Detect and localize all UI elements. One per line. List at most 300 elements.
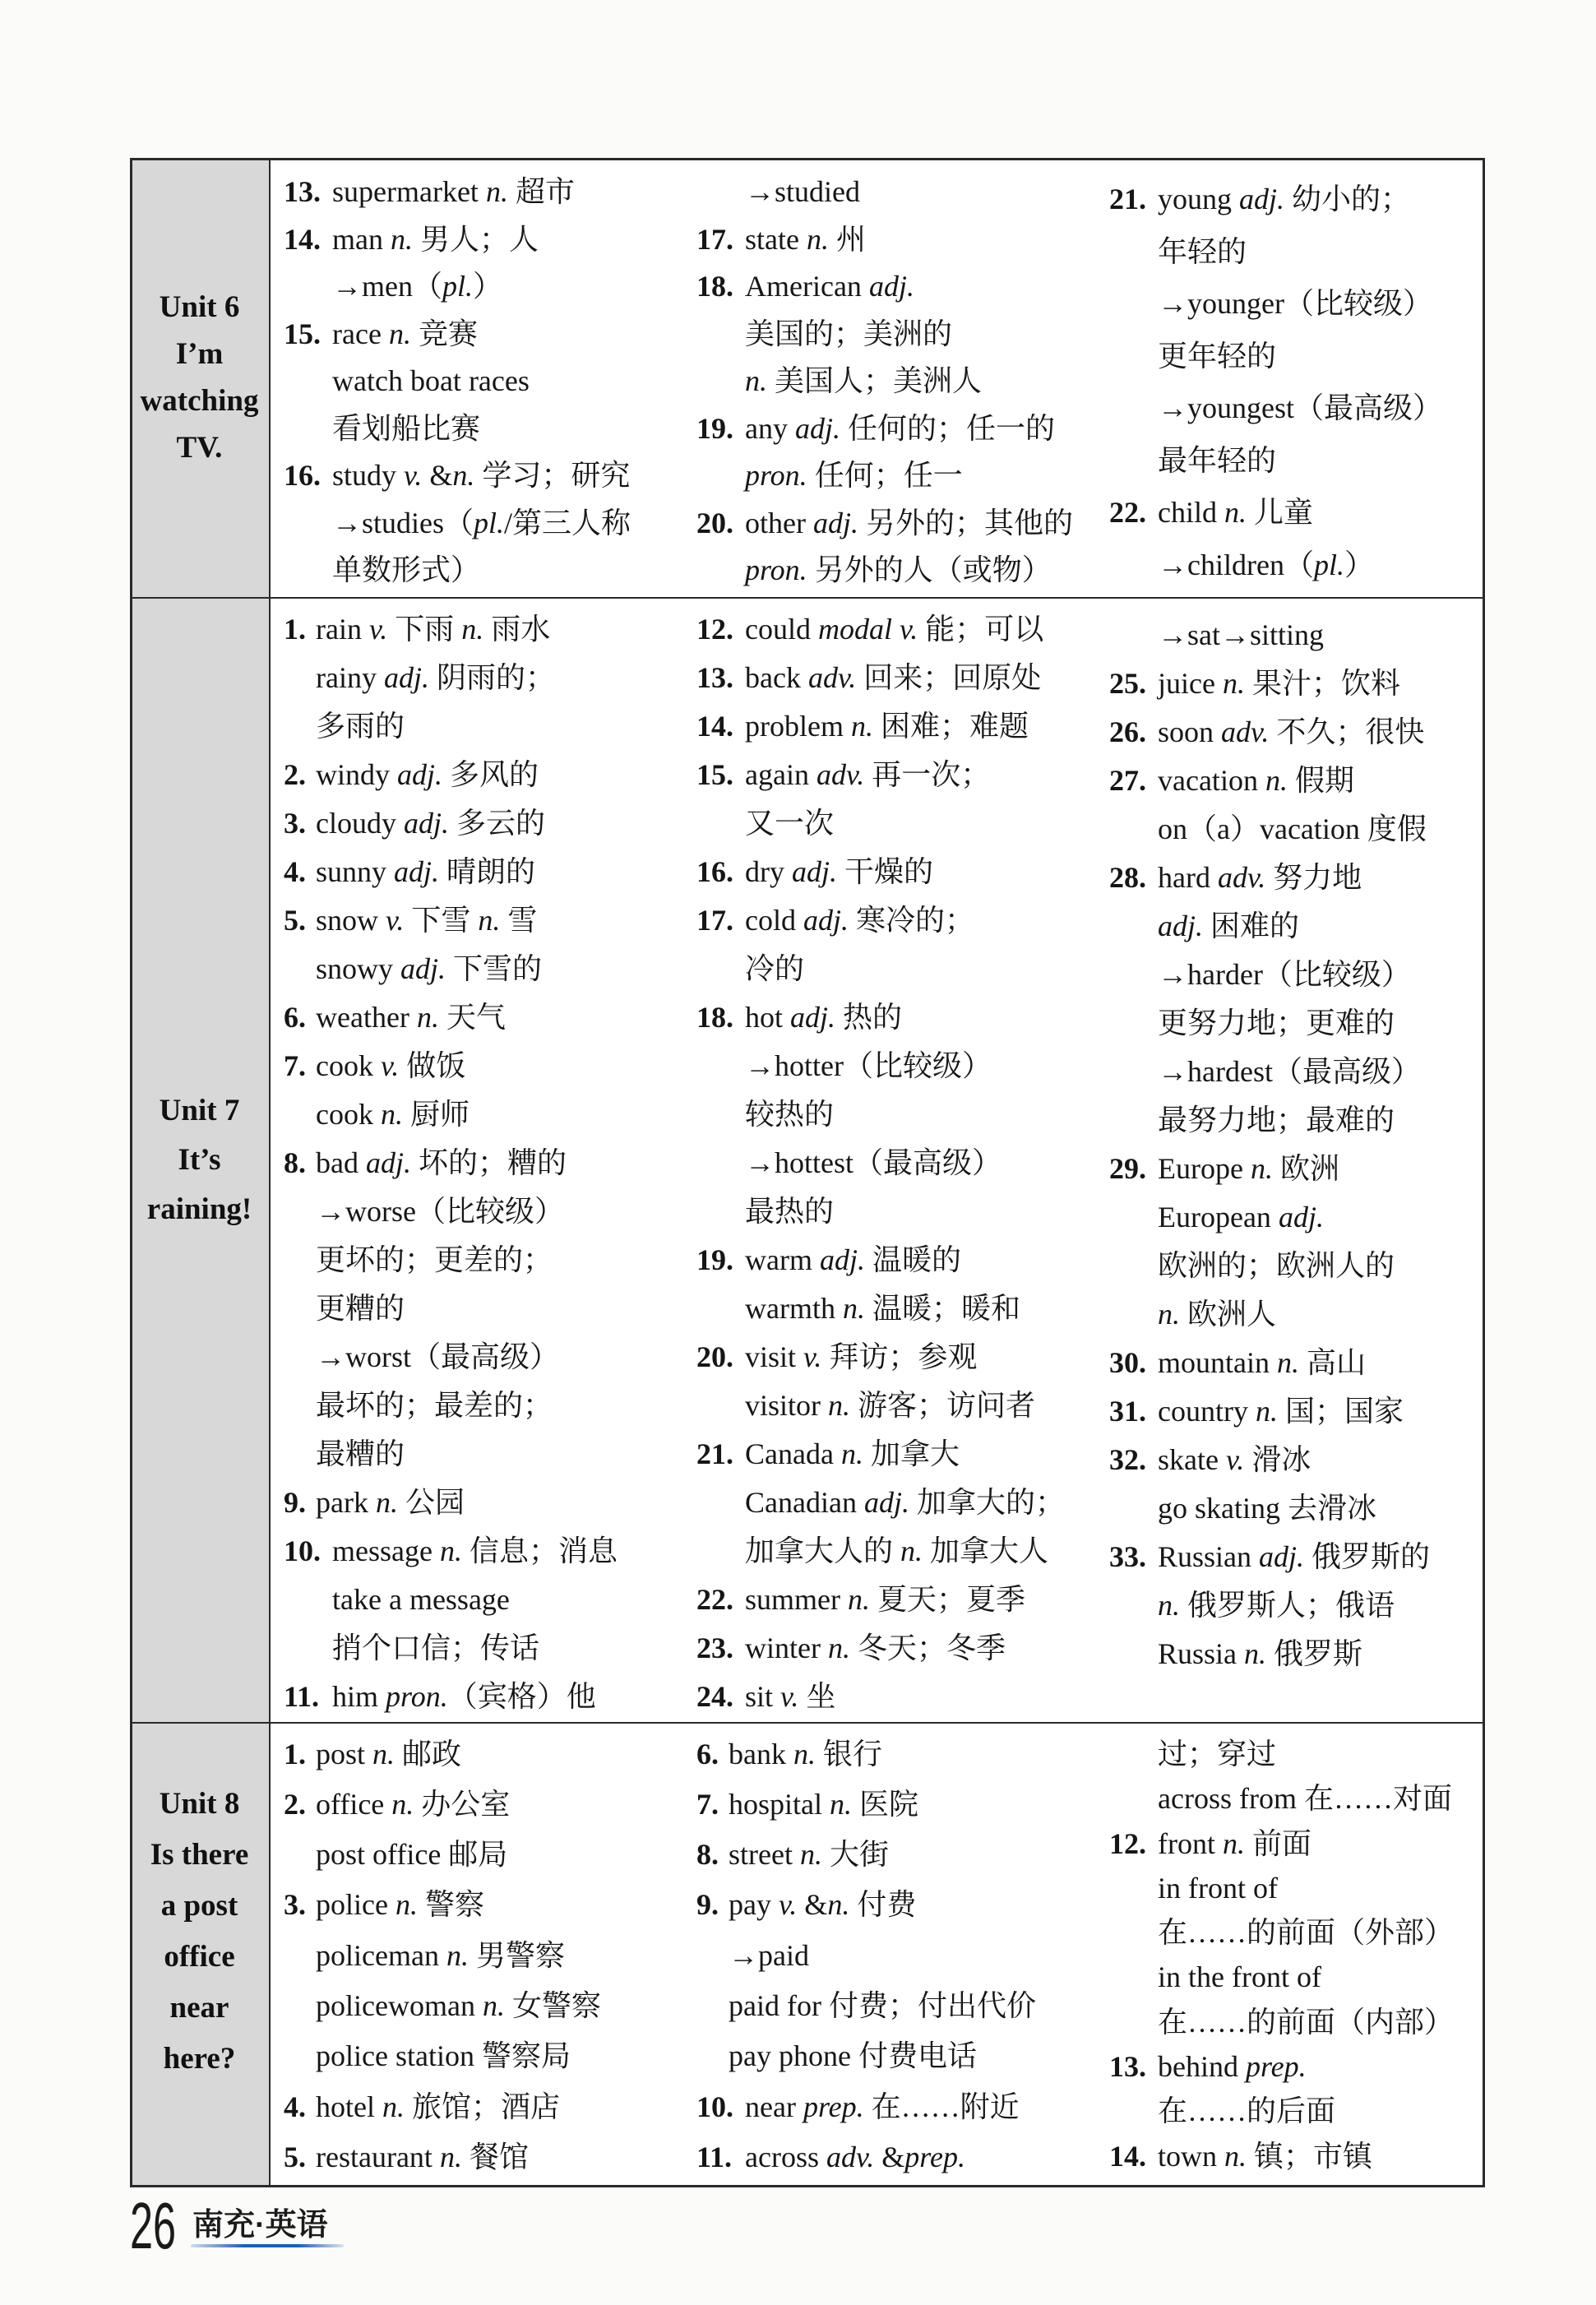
vocab-entry-19 xyxy=(696,405,1103,500)
vocabulary-table xyxy=(130,158,1485,2187)
part-of-speech: pron. xyxy=(386,1680,448,1713)
part-of-speech: n. xyxy=(439,2140,462,2173)
part-of-speech: n. xyxy=(439,1534,462,1567)
part-of-speech: adj. xyxy=(1158,910,1204,942)
entry-text: 俄罗斯人；俄语 xyxy=(1180,1589,1395,1622)
vocab-entry-24 xyxy=(696,1673,1103,1721)
entry-text: 最坏的；最差的； xyxy=(316,1389,553,1422)
entry-text: 欧洲人 xyxy=(1180,1298,1277,1331)
part-of-speech: n. xyxy=(850,710,873,743)
entry-number: 24. xyxy=(696,1680,733,1713)
entry-text: 拜访；参观 xyxy=(821,1340,978,1373)
vocab-entry-1 xyxy=(284,1729,691,1780)
entry-text: across from 在……对面 xyxy=(1158,1782,1452,1816)
entry-text: →sat→sitting xyxy=(1158,618,1325,651)
entry-number: 14. xyxy=(284,222,321,256)
entry-lines xyxy=(1158,487,1374,591)
entry-text: 厨师 xyxy=(402,1098,470,1131)
vocab-entry-14 xyxy=(284,216,691,311)
vocab-entry-4 xyxy=(284,848,691,896)
entry-text: 不久；很快 xyxy=(1269,715,1425,748)
entry-text: 在……的前面（内部） xyxy=(1158,2005,1455,2039)
part-of-speech: n. xyxy=(806,222,829,256)
part-of-speech: n. xyxy=(388,317,411,350)
part-of-speech: prep. xyxy=(904,2140,965,2173)
entry-lines xyxy=(332,311,530,453)
book-title: 南充·英语 xyxy=(192,2208,328,2243)
part-of-speech: adv. xyxy=(1217,861,1266,894)
entry-line xyxy=(1158,1821,1454,1866)
entry-line xyxy=(1158,435,1442,488)
entry-text: hot xyxy=(745,1001,791,1034)
entry-text: country xyxy=(1158,1395,1256,1428)
vocab-entry-7 xyxy=(284,1042,691,1139)
entry-line xyxy=(729,1830,889,1880)
entry-number: 2. xyxy=(284,758,306,791)
vocab-entry-27 xyxy=(1109,757,1479,854)
entry-lines xyxy=(316,605,555,751)
entry-number: 31. xyxy=(1109,1395,1146,1428)
entry-text: rain xyxy=(316,613,369,646)
entry-text: post xyxy=(316,1737,373,1770)
entry-text: 大街 xyxy=(821,1838,889,1872)
entry-text: policewoman xyxy=(316,1988,483,2022)
part-of-speech: n. xyxy=(1158,1298,1180,1331)
entry-line xyxy=(729,2031,1036,2081)
entry-number: 6. xyxy=(696,1737,719,1770)
entry-line xyxy=(332,547,631,595)
entry-line xyxy=(1158,174,1442,226)
unit-7-label xyxy=(130,599,271,1722)
part-of-speech: adj. xyxy=(794,411,840,445)
entry-text: again xyxy=(745,758,817,791)
entry-line xyxy=(1158,1732,1452,1776)
entry-lines xyxy=(332,1673,596,1721)
vocab-entry-22 xyxy=(1109,487,1479,591)
entry-lines xyxy=(1158,1533,1430,1678)
entry-line xyxy=(1158,539,1374,592)
unit-6-column-2 xyxy=(696,158,1103,595)
entry-number: 7. xyxy=(696,1787,719,1821)
part-of-speech: n. xyxy=(842,1292,865,1325)
part-of-speech: adj. xyxy=(790,1001,836,1034)
entry-number: 11. xyxy=(284,1680,320,1713)
entry-text: 俄罗斯的 xyxy=(1304,1540,1431,1573)
entry-line xyxy=(1158,1436,1376,1484)
entry-number: 14. xyxy=(696,710,733,743)
entry-line xyxy=(316,945,542,993)
entry-text: 最糟的 xyxy=(316,1437,405,1470)
vocab-entry-12 xyxy=(1109,1821,1479,2044)
entry-lines xyxy=(745,1430,1065,1576)
entry-number: 21. xyxy=(696,1437,733,1470)
entry-text: →harder（比较级） xyxy=(1158,958,1411,991)
part-of-speech: n. xyxy=(793,1737,816,1770)
entry-text: 再一次； xyxy=(864,758,991,791)
entry-lines xyxy=(745,605,1043,654)
entry-line xyxy=(316,2082,560,2132)
entry-line xyxy=(1158,999,1421,1048)
entry-line xyxy=(745,1139,1002,1187)
entry-text: 竞赛 xyxy=(410,317,478,350)
entry-text: 公园 xyxy=(397,1486,465,1519)
entry-lines xyxy=(745,169,860,216)
unit-8-column-1 xyxy=(284,1724,691,2182)
entry-text: 多风的 xyxy=(442,758,539,791)
part-of-speech: v. xyxy=(404,459,423,492)
entry-text: warmth xyxy=(745,1292,843,1325)
entry-text: 另外的；其他的 xyxy=(858,506,1073,539)
entry-number: 10. xyxy=(284,1534,321,1567)
entry-line xyxy=(332,1576,618,1624)
entry-text: 热的 xyxy=(835,1001,903,1034)
entry-text: 干燥的 xyxy=(837,855,934,888)
entry-line xyxy=(332,1624,618,1673)
entry-text: 美国人；美洲人 xyxy=(767,364,983,397)
entry-lines xyxy=(332,216,539,311)
entry-text: 又一次 xyxy=(745,807,835,840)
entry-text: 前面 xyxy=(1244,1826,1311,1860)
entry-text: police xyxy=(316,1888,396,1922)
entry-line xyxy=(316,1139,567,1187)
entry-text: hospital xyxy=(729,1787,830,1821)
entry-lines xyxy=(1158,1732,1452,1821)
vocab-entry-3 xyxy=(284,1880,691,2081)
entry-lines xyxy=(729,1880,1036,2081)
entry-text: 困难的 xyxy=(1203,910,1300,942)
entry-text: 游客；访问者 xyxy=(850,1389,1036,1422)
entry-line xyxy=(1158,951,1421,999)
entry-text: 更坏的；更差的； xyxy=(316,1243,553,1276)
entry-lines xyxy=(745,1333,1035,1430)
entry-text: 办公室 xyxy=(414,1787,511,1821)
entry-line xyxy=(745,500,1073,548)
entry-line xyxy=(1158,1387,1404,1436)
entry-text: 滑冰 xyxy=(1244,1443,1311,1476)
entry-text: 下雪 xyxy=(404,904,479,937)
entry-text: study xyxy=(332,459,405,492)
unit-label-line: TV. xyxy=(176,431,223,465)
entry-line xyxy=(745,1333,1035,1382)
vocab-entry-continued xyxy=(1109,611,1479,660)
entry-text: →paid xyxy=(729,1938,809,1972)
entry-line xyxy=(316,1729,461,1780)
entry-line xyxy=(316,702,555,751)
vocab-entry-2 xyxy=(284,751,691,799)
entry-lines xyxy=(1158,1145,1395,1339)
entry-line xyxy=(1158,1581,1430,1630)
unit-8-column-2 xyxy=(696,1724,1103,2182)
part-of-speech: adv. xyxy=(826,2140,875,2173)
vocab-entry-19 xyxy=(696,1236,1103,1333)
part-of-speech: adj. xyxy=(1259,1540,1305,1573)
entry-text: ） xyxy=(473,270,503,303)
entry-line xyxy=(316,605,555,654)
entry-line xyxy=(1158,1048,1421,1096)
entry-text: winter xyxy=(745,1632,828,1664)
part-of-speech: v. xyxy=(1225,1443,1245,1476)
entry-lines xyxy=(745,1673,835,1721)
entry-lines xyxy=(729,1780,918,1830)
entry-text: 能；可以 xyxy=(918,613,1044,646)
entry-text: →younger（比较级） xyxy=(1158,287,1432,320)
part-of-speech: n. xyxy=(390,222,413,256)
entry-line xyxy=(1158,1955,1454,1999)
part-of-speech: adj. xyxy=(383,661,429,694)
entry-line xyxy=(745,1382,1035,1430)
entry-text: bank xyxy=(729,1737,793,1770)
entry-number: 22. xyxy=(696,1583,733,1616)
entry-text: 邮政 xyxy=(395,1737,462,1770)
part-of-speech: modal v. xyxy=(817,613,918,646)
entry-text: 夏天；夏季 xyxy=(869,1583,1025,1616)
vocab-entry-10 xyxy=(696,2082,1103,2132)
entry-text: 雨水 xyxy=(483,613,551,646)
entry-line xyxy=(1158,805,1427,854)
entry-line xyxy=(729,1780,918,1830)
entry-text: 旅馆；酒店 xyxy=(404,2090,560,2123)
vocab-entry-10 xyxy=(284,1527,691,1673)
unit-7-column-1 xyxy=(284,599,691,1721)
entry-line xyxy=(745,702,1029,751)
part-of-speech: n. xyxy=(382,2090,405,2123)
entry-line xyxy=(745,993,1002,1042)
part-of-speech: pl. xyxy=(442,270,473,303)
unit-label-line: Is there xyxy=(150,1838,249,1872)
vocab-entry-6 xyxy=(284,993,691,1042)
entry-text: 任何；任一 xyxy=(807,459,963,492)
entry-line xyxy=(1158,1193,1395,1242)
entry-lines xyxy=(745,1576,1025,1624)
entry-text: go skating 去滑冰 xyxy=(1158,1492,1376,1525)
entry-lines xyxy=(1158,2044,1335,2134)
entry-text: vacation xyxy=(1158,764,1265,797)
vocab-entry-2 xyxy=(284,1780,691,1881)
entry-text: cloudy xyxy=(316,807,404,840)
entry-lines xyxy=(745,2082,1020,2132)
part-of-speech: v. xyxy=(368,613,388,646)
part-of-speech: v. xyxy=(380,1049,400,1082)
part-of-speech: n. xyxy=(1244,1637,1267,1670)
entry-line xyxy=(316,2132,529,2182)
entry-line xyxy=(1158,1533,1430,1581)
entry-number: 3. xyxy=(284,807,306,840)
entry-line xyxy=(332,500,631,548)
vocab-entry-8 xyxy=(284,1139,691,1479)
unit-label-line: Unit 6 xyxy=(159,290,240,324)
entry-number: 30. xyxy=(1109,1346,1146,1379)
entry-text: 欧洲的；欧洲人的 xyxy=(1158,1249,1395,1282)
entry-text: behind xyxy=(1158,2050,1246,2084)
entry-text: 下雪的 xyxy=(446,952,543,985)
part-of-speech: prep. xyxy=(1245,2050,1307,2084)
entry-lines xyxy=(332,169,575,216)
entry-text: hotel xyxy=(316,2090,382,2123)
part-of-speech: adv. xyxy=(807,661,857,694)
vocab-entry-continued xyxy=(696,169,1103,216)
unit-7-column-3 xyxy=(1109,599,1479,1678)
entry-line xyxy=(745,452,1055,500)
part-of-speech: adj. xyxy=(397,758,443,791)
entry-line xyxy=(745,169,860,216)
entry-text: 过；穿过 xyxy=(1158,1738,1277,1770)
entry-text: police station 警察局 xyxy=(316,2039,571,2073)
entry-lines xyxy=(332,452,631,595)
part-of-speech: n. xyxy=(485,175,508,208)
entry-line xyxy=(1158,1776,1452,1821)
entry-text: 雪 xyxy=(500,904,538,937)
entry-line xyxy=(316,1333,567,1382)
vocab-entry-14 xyxy=(696,702,1103,751)
entry-text: 儿童 xyxy=(1246,496,1313,529)
entry-line xyxy=(745,1284,1020,1333)
entry-text: 更糟的 xyxy=(316,1292,405,1325)
entry-line xyxy=(745,1673,835,1721)
vocab-entry-18 xyxy=(696,993,1103,1236)
entry-text: 女警察 xyxy=(504,1988,601,2022)
entry-number: 14. xyxy=(1109,2139,1146,2173)
entry-lines xyxy=(316,1729,461,1780)
entry-line xyxy=(1158,382,1442,435)
entry-text: European xyxy=(1158,1201,1279,1233)
entry-number: 27. xyxy=(1109,764,1146,797)
entry-text: →men（ xyxy=(332,270,442,303)
entry-text: 冷的 xyxy=(745,952,805,985)
entry-line xyxy=(1158,757,1427,805)
vocab-entry-3 xyxy=(284,799,691,848)
entry-number: 7. xyxy=(284,1049,306,1082)
entry-line xyxy=(332,1673,596,1721)
entry-number: 17. xyxy=(696,904,733,937)
entry-text: 加拿大人 xyxy=(923,1534,1049,1567)
entry-lines xyxy=(745,848,933,896)
entry-text: 银行 xyxy=(815,1737,882,1770)
entry-line xyxy=(745,1430,1065,1479)
entry-line xyxy=(745,799,990,848)
entry-text: snow xyxy=(316,904,386,937)
part-of-speech: v. xyxy=(386,904,405,937)
entry-text: in front of xyxy=(1158,1871,1278,1905)
entry-line xyxy=(1158,902,1421,951)
part-of-speech: n. xyxy=(1276,1346,1299,1379)
entry-lines xyxy=(745,654,1041,702)
entry-text: juice xyxy=(1158,667,1223,700)
entry-text: take a message xyxy=(332,1583,510,1616)
entry-number: 11. xyxy=(696,2140,733,2173)
part-of-speech: n. xyxy=(1224,2139,1247,2173)
entry-text: 欧洲 xyxy=(1272,1152,1339,1185)
entry-lines xyxy=(316,799,545,848)
entry-line xyxy=(745,896,974,945)
part-of-speech: n. xyxy=(799,1838,822,1872)
part-of-speech: adj. xyxy=(1239,183,1285,215)
entry-number: 25. xyxy=(1109,667,1146,700)
entry-lines xyxy=(316,896,542,993)
vocab-entry-21 xyxy=(1109,174,1479,487)
vocab-entry-continued xyxy=(1109,1732,1479,1821)
entry-text: ） xyxy=(1344,548,1374,581)
entry-line xyxy=(332,1527,618,1576)
part-of-speech: v. xyxy=(803,1340,822,1373)
entry-line xyxy=(1158,854,1421,902)
entry-text: hard xyxy=(1158,861,1218,894)
vocab-entry-30 xyxy=(1109,1339,1479,1387)
vocab-entry-5 xyxy=(284,896,691,993)
part-of-speech: adv. xyxy=(1221,715,1270,748)
entry-line xyxy=(745,263,982,311)
part-of-speech: adj. xyxy=(812,506,858,539)
entry-line xyxy=(745,311,982,359)
entry-line xyxy=(1158,2089,1335,2133)
vocab-entry-9 xyxy=(696,1880,1103,2081)
entry-lines xyxy=(1158,174,1442,487)
part-of-speech: n. xyxy=(1265,764,1288,797)
entry-lines xyxy=(316,993,506,1042)
entry-line xyxy=(316,751,539,799)
part-of-speech: n. xyxy=(1224,496,1247,529)
entry-line xyxy=(745,848,933,896)
entry-line xyxy=(332,169,575,216)
entry-text: 回来；回原处 xyxy=(856,661,1042,694)
entry-line xyxy=(745,2082,1020,2132)
entry-text: dry xyxy=(745,855,792,888)
entry-lines xyxy=(316,751,539,799)
entry-lines xyxy=(745,993,1002,1236)
entry-number: 29. xyxy=(1109,1152,1146,1185)
vocab-entry-17 xyxy=(696,216,1103,264)
vocab-entry-25 xyxy=(1109,660,1479,708)
entry-lines xyxy=(745,702,1029,751)
entry-text: sunny xyxy=(316,855,395,888)
entry-lines xyxy=(745,1624,1006,1673)
part-of-speech: n. xyxy=(745,364,767,397)
unit-label-line: office xyxy=(164,1940,235,1974)
unit-label-line: near xyxy=(169,1991,229,2025)
entry-line xyxy=(745,2132,965,2182)
entry-text: street xyxy=(729,1838,800,1872)
vocab-entry-17 xyxy=(696,896,1103,993)
entry-lines xyxy=(1158,1339,1366,1387)
entry-text: young xyxy=(1158,183,1239,215)
entry-text: on（a）vacation 度假 xyxy=(1158,812,1427,845)
part-of-speech: n. xyxy=(827,1888,850,1922)
part-of-speech: n. xyxy=(828,1389,851,1422)
part-of-speech: n. xyxy=(830,1787,852,1821)
part-of-speech: pl. xyxy=(1313,548,1344,581)
entry-text: watch boat races xyxy=(332,364,530,397)
entry-text: 果汁；饮料 xyxy=(1244,667,1400,700)
entry-text: 加拿大人的 xyxy=(745,1534,901,1567)
entry-line xyxy=(1158,2000,1454,2044)
entry-text: could xyxy=(745,613,818,646)
entry-number: 12. xyxy=(696,613,733,646)
entry-line xyxy=(316,654,555,702)
entry-number: 9. xyxy=(696,1888,719,1922)
entry-line xyxy=(316,799,545,848)
part-of-speech: pron. xyxy=(745,553,807,586)
unit-6-column-1 xyxy=(284,158,691,595)
entry-number: 1. xyxy=(284,613,306,646)
entry-line xyxy=(316,1479,465,1527)
entry-line xyxy=(745,1576,1025,1624)
entry-text: 寒冷的； xyxy=(849,904,975,937)
entry-line xyxy=(745,751,990,799)
entry-number: 9. xyxy=(284,1486,306,1519)
entry-number: 19. xyxy=(696,411,733,445)
entry-line xyxy=(729,1880,1036,1930)
entry-number: 20. xyxy=(696,506,733,539)
entry-text: policeman xyxy=(316,1938,446,1972)
